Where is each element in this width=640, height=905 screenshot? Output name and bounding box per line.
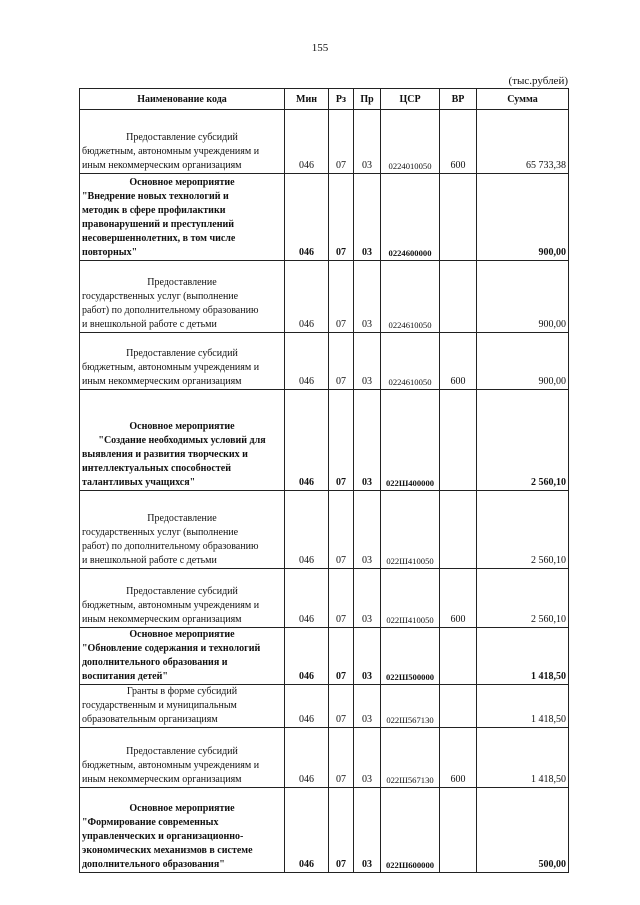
cell-vr: 600 — [440, 728, 477, 788]
row-name-line: "Формирование современных — [82, 817, 219, 828]
row-name-line: управленческих и организационно- — [82, 831, 244, 842]
cell-sum: 2 560,10 — [477, 390, 569, 491]
row-name-line: Предоставление — [147, 513, 217, 524]
cell-pr: 03 — [354, 110, 381, 174]
table-header-row — [80, 89, 569, 110]
cell-pr: 03 — [354, 728, 381, 788]
row-name-line: бюджетным, автономным учреждениям и — [82, 146, 260, 157]
cell-min: 046 — [285, 110, 329, 174]
row-name — [80, 788, 285, 873]
table-row — [80, 788, 569, 873]
cell-pr: 03 — [354, 685, 381, 728]
row-name-line: талантливых учащихся" — [82, 477, 196, 488]
row-name-line: "Создание необходимых условий для — [98, 435, 266, 446]
row-name-line: работ) по дополнительному образованию — [82, 305, 259, 316]
cell-rz: 07 — [329, 174, 354, 261]
budget-table — [79, 88, 569, 873]
table-row — [80, 628, 569, 685]
units-label: (тыс.рублей) — [508, 75, 568, 87]
header-sum: Сумма — [477, 89, 569, 110]
row-name-line: Предоставление субсидий — [126, 746, 238, 757]
cell-pr: 03 — [354, 628, 381, 685]
row-name — [80, 628, 285, 685]
cell-rz: 07 — [329, 110, 354, 174]
row-name-line: Предоставление субсидий — [126, 132, 238, 143]
cell-min: 046 — [285, 569, 329, 628]
row-name-line: государственных услуг (выполнение — [82, 527, 239, 538]
cell-pr: 03 — [354, 491, 381, 569]
cell-vr — [440, 685, 477, 728]
row-name-line: государственным и муниципальным — [82, 700, 237, 711]
row-name-line: дополнительного образования" — [82, 859, 225, 870]
row-name-line: Основное мероприятие — [129, 421, 235, 432]
cell-vr — [440, 491, 477, 569]
row-name-line: Основное мероприятие — [129, 177, 235, 188]
cell-pr: 03 — [354, 174, 381, 261]
cell-vr — [440, 390, 477, 491]
cell-pr: 03 — [354, 788, 381, 873]
cell-vr: 600 — [440, 110, 477, 174]
table-row — [80, 110, 569, 174]
table-row — [80, 174, 569, 261]
cell-csr: 022Ш567130 — [381, 728, 440, 788]
header-rz: Рз — [329, 89, 354, 110]
row-name-line: и внешкольной работе с детьми — [82, 555, 217, 566]
row-name-line: бюджетным, автономным учреждениям и — [82, 600, 260, 611]
row-name-line: и внешкольной работе с детьми — [82, 319, 217, 330]
page-number: 155 — [311, 42, 329, 54]
cell-sum: 1 418,50 — [477, 628, 569, 685]
cell-sum: 1 418,50 — [477, 685, 569, 728]
header-min: Мин — [285, 89, 329, 110]
cell-rz: 07 — [329, 491, 354, 569]
cell-sum: 900,00 — [477, 261, 569, 333]
row-name-line: воспитания детей" — [82, 671, 168, 682]
row-name — [80, 390, 285, 491]
cell-min: 046 — [285, 333, 329, 390]
row-name-line: бюджетным, автономным учреждениям и — [82, 760, 260, 771]
cell-csr: 022Ш410050 — [381, 491, 440, 569]
row-name-line: "Внедрение новых технологий и — [82, 191, 229, 202]
cell-rz: 07 — [329, 333, 354, 390]
cell-sum: 900,00 — [477, 333, 569, 390]
cell-csr: 022Ш400000 — [381, 390, 440, 491]
header-name: Наименование кода — [80, 89, 285, 110]
cell-min: 046 — [285, 491, 329, 569]
cell-csr: 0224610050 — [381, 333, 440, 390]
row-name — [80, 174, 285, 261]
header-pr: Пр — [354, 89, 381, 110]
table-body — [80, 110, 569, 873]
row-name-line: работ) по дополнительному образованию — [82, 541, 259, 552]
row-name-line: Предоставление субсидий — [126, 348, 238, 359]
row-name-line: правонарушений и преступлений — [82, 219, 234, 230]
cell-rz: 07 — [329, 788, 354, 873]
table-row — [80, 685, 569, 728]
cell-sum: 900,00 — [477, 174, 569, 261]
row-name-line: интеллектуальных способностей — [82, 463, 231, 474]
cell-vr — [440, 788, 477, 873]
cell-sum: 500,00 — [477, 788, 569, 873]
row-name-line: государственных услуг (выполнение — [82, 291, 239, 302]
row-name-line: иным некоммерческим организациям — [82, 376, 242, 387]
cell-rz: 07 — [329, 569, 354, 628]
cell-pr: 03 — [354, 390, 381, 491]
cell-min: 046 — [285, 628, 329, 685]
cell-csr: 022Ш500000 — [381, 628, 440, 685]
cell-pr: 03 — [354, 261, 381, 333]
cell-pr: 03 — [354, 333, 381, 390]
row-name — [80, 333, 285, 390]
cell-sum: 2 560,10 — [477, 569, 569, 628]
cell-rz: 07 — [329, 261, 354, 333]
row-name-line: бюджетным, автономным учреждениям и — [82, 362, 260, 373]
cell-rz: 07 — [329, 628, 354, 685]
header-vr: ВР — [440, 89, 477, 110]
row-name — [80, 728, 285, 788]
cell-vr — [440, 174, 477, 261]
cell-pr: 03 — [354, 569, 381, 628]
cell-rz: 07 — [329, 390, 354, 491]
row-name-line: несовершеннолетних, в том числе — [82, 233, 236, 244]
row-name-line: выявления и развития творческих и — [82, 449, 248, 460]
cell-min: 046 — [285, 728, 329, 788]
row-name — [80, 491, 285, 569]
cell-min: 046 — [285, 685, 329, 728]
row-name-line: дополнительного образования и — [82, 657, 228, 668]
row-name — [80, 261, 285, 333]
cell-vr — [440, 628, 477, 685]
row-name — [80, 569, 285, 628]
cell-csr: 0224010050 — [381, 110, 440, 174]
table-row — [80, 569, 569, 628]
header-csr: ЦСР — [381, 89, 440, 110]
row-name-line: экономических механизмов в системе — [82, 845, 253, 856]
table-row — [80, 728, 569, 788]
row-name — [80, 685, 285, 728]
cell-vr — [440, 261, 477, 333]
cell-min: 046 — [285, 174, 329, 261]
cell-min: 046 — [285, 788, 329, 873]
cell-sum: 65 733,38 — [477, 110, 569, 174]
row-name-line: иным некоммерческим организациям — [82, 774, 242, 785]
cell-csr: 0224610050 — [381, 261, 440, 333]
row-name-line: "Обновление содержания и технологий — [82, 643, 261, 654]
table-row — [80, 261, 569, 333]
cell-csr: 0224600000 — [381, 174, 440, 261]
row-name-line: Предоставление — [147, 277, 217, 288]
row-name-line: Основное мероприятие — [129, 803, 235, 814]
row-name — [80, 110, 285, 174]
row-name-line: Предоставление субсидий — [126, 586, 238, 597]
row-name-line: методик в сфере профилактики — [82, 205, 226, 216]
cell-min: 046 — [285, 390, 329, 491]
cell-rz: 07 — [329, 728, 354, 788]
cell-csr: 022Ш600000 — [381, 788, 440, 873]
cell-min: 046 — [285, 261, 329, 333]
cell-rz: 07 — [329, 685, 354, 728]
row-name-line: иным некоммерческим организациям — [82, 160, 242, 171]
table-row — [80, 390, 569, 491]
table-row — [80, 491, 569, 569]
cell-sum: 1 418,50 — [477, 728, 569, 788]
row-name-line: Гранты в форме субсидий — [126, 686, 238, 697]
row-name-line: образовательным организациям — [82, 714, 218, 725]
cell-vr: 600 — [440, 569, 477, 628]
cell-csr: 022Ш567130 — [381, 685, 440, 728]
row-name-line: Основное мероприятие — [129, 629, 235, 640]
cell-vr: 600 — [440, 333, 477, 390]
row-name-line: повторных" — [82, 247, 138, 258]
cell-sum: 2 560,10 — [477, 491, 569, 569]
cell-csr: 022Ш410050 — [381, 569, 440, 628]
table-row — [80, 333, 569, 390]
row-name-line: иным некоммерческим организациям — [82, 614, 242, 625]
